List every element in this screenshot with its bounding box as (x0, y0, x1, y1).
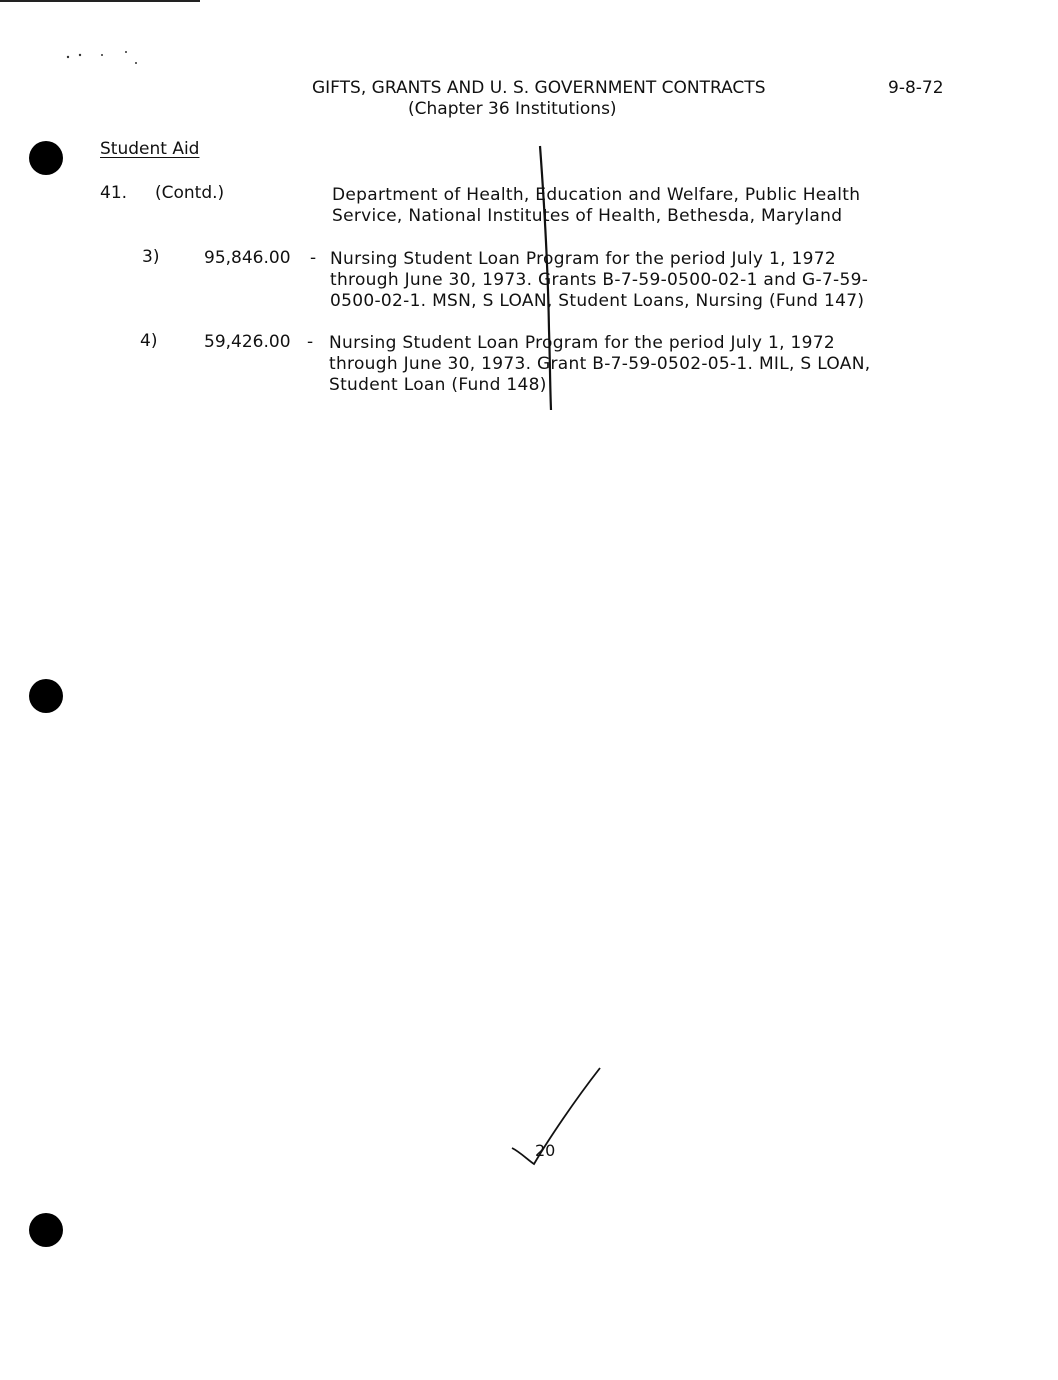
speck (67, 56, 69, 58)
document-subtitle: (Chapter 36 Institutions) (408, 99, 617, 119)
check-mark (512, 1068, 600, 1164)
entry-amount: 95,846.00 (204, 248, 291, 268)
page-number: 20 (535, 1141, 556, 1160)
speck (79, 54, 81, 56)
entry-line: through June 30, 1973. Grant B-7-59-0502-05-1. MIL, S LOAN, (329, 354, 871, 374)
entry-line: Nursing Student Loan Program for the period July 1, 1972 (329, 333, 835, 353)
entry-line: through June 30, 1973. Grants B-7-59-0500-02-1 and G-7-59- (330, 270, 869, 290)
entry-line: Student Loan (Fund 148) (329, 375, 547, 395)
speck (125, 51, 127, 53)
section-heading: Student Aid (100, 139, 200, 159)
vertical-pen-line (540, 146, 551, 410)
agency-line: Service, National Institutes of Health, Bethesda, Maryland (332, 206, 843, 226)
item-number: 41. (100, 183, 128, 203)
entry-index: 4) (140, 331, 158, 351)
entry-amount: 59,426.00 (204, 332, 291, 352)
entry-dash: - (307, 332, 314, 352)
entry-line: Nursing Student Loan Program for the period July 1, 1972 (330, 249, 836, 269)
entry-line: 0500-02-1. MSN, S LOAN, Student Loans, Nursing (Fund 147) (330, 291, 865, 311)
document-date: 9-8-72 (888, 78, 944, 98)
speck (135, 62, 137, 64)
item-continued-label: (Contd.) (155, 183, 225, 203)
document-title: GIFTS, GRANTS AND U. S. GOVERNMENT CONTRACTS (312, 78, 766, 98)
entry-index: 3) (142, 247, 160, 267)
speck (101, 54, 103, 56)
agency-line: Department of Health, Education and Welfare, Public Health (332, 185, 861, 205)
entry-dash: - (310, 248, 317, 268)
